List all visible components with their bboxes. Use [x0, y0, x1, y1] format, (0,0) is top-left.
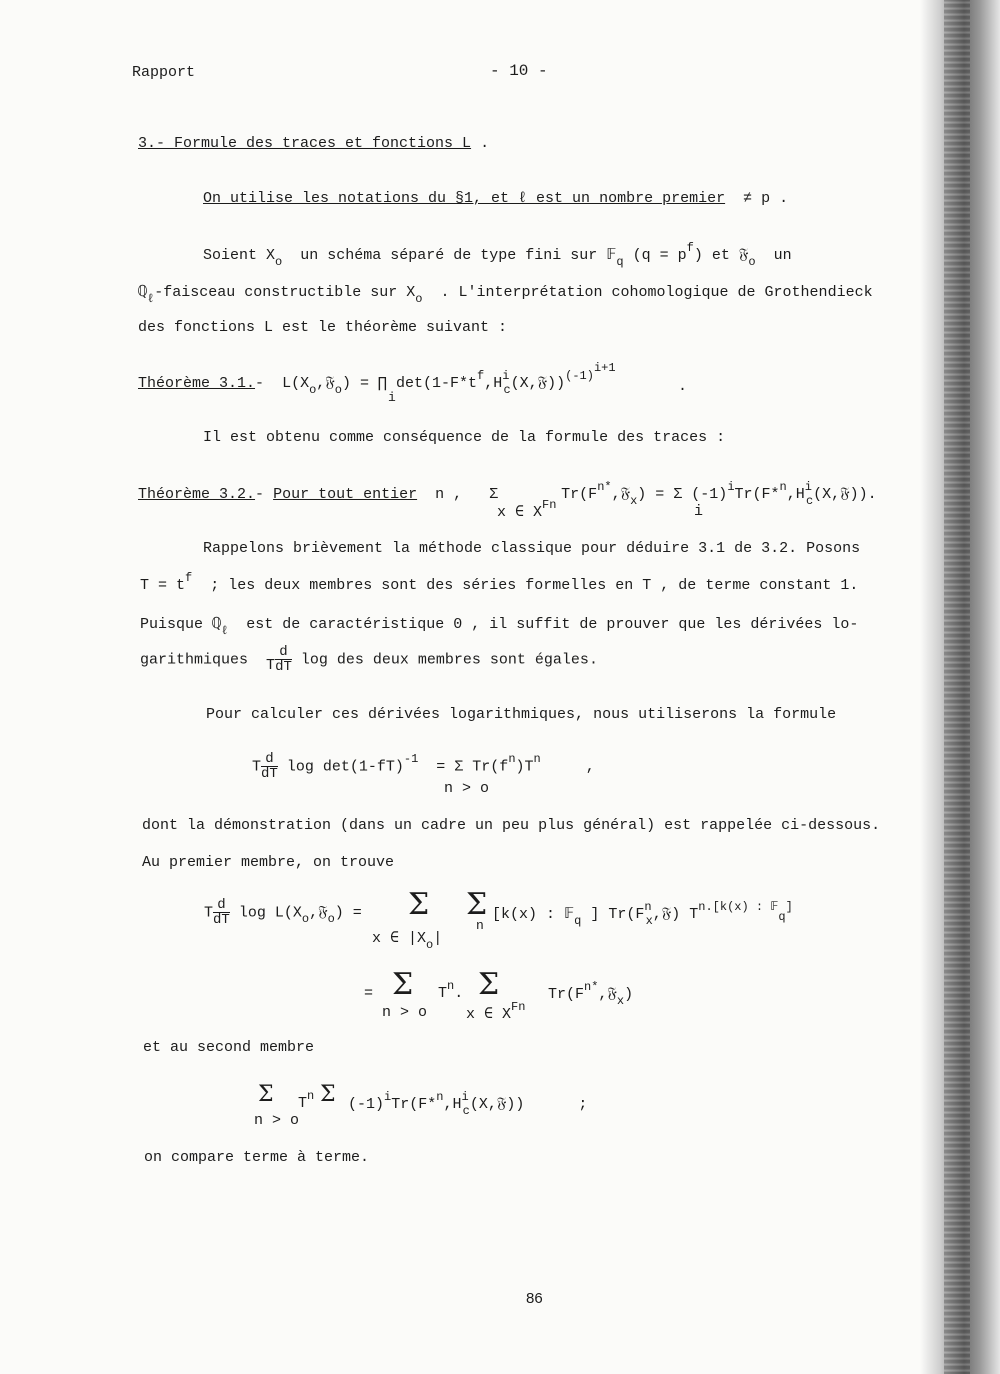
formula-first-member-body: [k(x) : 𝔽$_q$ ] $Tr(F^n_x,𝔉)$ $T^{n.[k(x) : 𝔽}q^]$ — [492, 900, 793, 928]
sum-sign-2: Σ — [466, 887, 488, 922]
theorem-3-2-sum-index-i: i — [694, 503, 704, 520]
formula-log-det: T $\frac{d}{dT}$ $\log \det(1-fT)^{-1} = \Sigma$ $Tr(f^n)T^n$ , — [252, 751, 595, 782]
page-number: 86 — [526, 1290, 543, 1307]
formula-second-line-index1: n > o — [382, 1004, 428, 1021]
formula-first-member-index1: x ∈ $|X_o|$ — [372, 930, 443, 952]
formula-log-det-index: n > o — [444, 780, 490, 797]
sum-sign-3: Σ — [392, 967, 414, 1002]
formula-first-member-index2: n — [476, 918, 484, 933]
theorem-3-2-sum-index: x ∈ $X^{Fn}$ — [497, 498, 557, 521]
paragraph-second-membre: et au second membre — [143, 1039, 315, 1056]
paragraph-soient-line1: Soient $X_o$ un schéma séparé de type fini sur 𝔽$_q$ $(q = p^f)$ et 𝔉$_o$ un — [203, 241, 792, 269]
formula-second-line-eq: = — [364, 985, 374, 1002]
paragraph-notations: On utilise les notations du §1, et ℓ est un nombre premier ≠ p . — [203, 190, 789, 207]
paragraph-demonstration: dont la démonstration (dans un cadre un peu plus général) est rappelée ci-dessous. — [142, 817, 881, 834]
page-header-number: - 10 - — [490, 62, 548, 80]
sum-sign-1: Σ — [408, 887, 430, 922]
theorem-3-1: Théorème 3.1.- $L(X_o,𝔉_o)$ = ∏ $\det(1-F*t^f,H^i_c(X,𝔉))^{(-1)i+1}$ — [138, 361, 616, 397]
theorem-3-1-product-index: i — [388, 390, 396, 405]
paragraph-rappelons-line2: $T = t^f$ ; les deux membres sont des séries formelles en T , de terme constant 1. — [140, 571, 859, 594]
paragraph-premier-membre: Au premier membre, on trouve — [142, 854, 395, 871]
sum-sign-5: Σ — [258, 1082, 274, 1107]
formula-second-member-body: $(-1)^iTr(F*^n,H^i_c(X,𝔉))$ ; — [348, 1090, 588, 1118]
paragraph-rappelons-line1: Rappelons brièvement la méthode classique pour déduire 3.1 de 3.2. Posons — [203, 540, 861, 557]
paragraph-traces: Il est obtenu comme conséquence de la formule des traces : — [203, 429, 726, 446]
sum-sign-4: Σ — [478, 967, 500, 1002]
formula-second-line-index2: x ∈ $X^{Fn}$ — [466, 1000, 526, 1023]
paragraph-compare: on compare terme à terme. — [144, 1149, 370, 1166]
paragraph-soient-line2: ℚ$_\ell$-faisceau constructible sur $X_o$ . L'interprétation cohomologique de Grothendieck — [138, 284, 873, 306]
theorem-3-1-end: . — [678, 378, 688, 395]
formula-second-member-index: n > o — [254, 1112, 300, 1129]
sum-sign-6: Σ — [320, 1082, 336, 1107]
section-title: 3.- Formule des traces et fonctions L . — [138, 135, 490, 152]
formula-first-member: T $\frac{d}{dT}$ $\log L(X_o,𝔉_o)$ = — [204, 897, 362, 928]
running-header: Rapport — [132, 64, 196, 81]
paragraph-soient-line3: des fonctions L est le théorème suivant : — [138, 319, 508, 336]
theorem-3-2: Théorème 3.2.- Pour tout entier n , Σ $Tr(F^{n*},𝔉_x) = \Sigma$ $(-1)^iTr(F*^n,H^i_c(X,𝔉))$. — [138, 480, 877, 508]
paragraph-calculer: Pour calculer ces dérivées logarithmiques, nous utiliserons la formule — [206, 706, 837, 723]
scan-binding-edge-texture — [944, 0, 970, 1374]
formula-second-line-tr: $Tr(F^{n*},𝔉_x)$ — [548, 980, 634, 1008]
formula-second-member: $T^n$ — [298, 1089, 315, 1112]
paragraph-rappelons-line4: garithmiques T $\frac{d}{dT}$ log des deux membres sont égales. — [140, 644, 598, 675]
fraction-d-dT: $\frac{d}{dT}$ — [275, 644, 292, 675]
formula-second-line-t: $T^n$. — [438, 979, 464, 1002]
paragraph-rappelons-line3: Puisque ℚ$_\ell$ est de caractéristique 0 , il suffit de prouver que les dérivées lo- — [140, 616, 859, 638]
